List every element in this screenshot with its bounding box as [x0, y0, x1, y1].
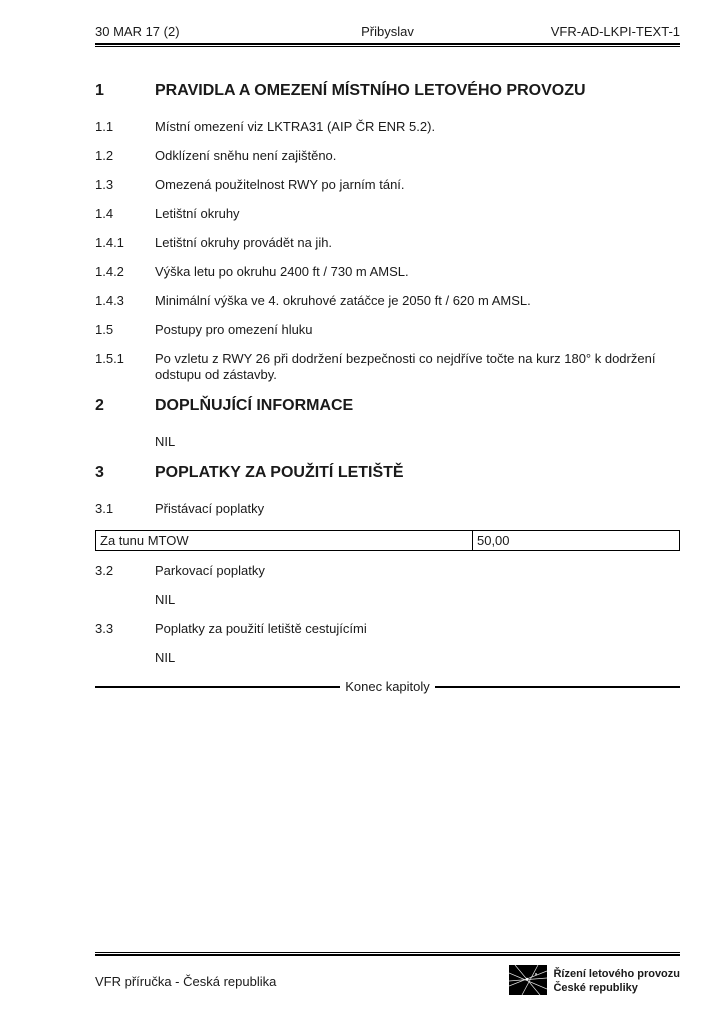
item-number: 1.5.1 [95, 351, 124, 366]
item-number: 1.5 [95, 322, 114, 337]
item-text: Odklízení sněhu není zajištěno. [155, 148, 337, 163]
item-number [95, 592, 155, 608]
section-title: PRAVIDLA A OMEZENÍ MÍSTNÍHO LETOVÉHO PROVOZU [155, 82, 586, 99]
doc-item-1-4 [95, 206, 680, 222]
item-text: Přistávací poplatky [155, 501, 265, 516]
header-location: Přibyslav [361, 24, 414, 39]
doc-item-1-3 [95, 177, 680, 193]
nil-text: NIL [155, 592, 176, 607]
ans-logo [509, 965, 680, 998]
logo-text [553, 967, 680, 995]
footer-rule [95, 952, 680, 956]
item-number: 1.1 [95, 119, 114, 134]
nil-row-3-2 [95, 592, 680, 608]
section-title: DOPLŇUJÍCÍ INFORMACE [155, 397, 354, 414]
doc-item-1-4-3 [95, 293, 680, 309]
chapter-end-divider [95, 679, 680, 695]
item-number: 3.2 [95, 563, 114, 578]
item-number: 1.4.3 [95, 293, 124, 308]
footer-title: VFR příručka - Česká republika [95, 973, 277, 989]
divider-line-right [435, 686, 680, 688]
table-row [96, 531, 680, 551]
doc-item-1-2 [95, 148, 680, 164]
item-number: 1.4.2 [95, 264, 124, 279]
item-number: 1.4.1 [95, 235, 124, 250]
doc-item-3-3 [95, 621, 680, 637]
fee-value-cell: 50,00 [472, 531, 679, 551]
page-header [95, 24, 680, 40]
nil-text: NIL [155, 434, 176, 449]
doc-item-1-4-2 [95, 264, 680, 280]
item-text: Místní omezení viz LKTRA31 (AIP ČR ENR 5.2). [155, 119, 436, 134]
page-footer [95, 962, 680, 1000]
item-number [95, 650, 155, 666]
item-text: Letištní okruhy provádět na jih. [155, 235, 333, 250]
header-rule [95, 43, 680, 47]
chapter-end-label: Konec kapitoly [345, 679, 430, 694]
ans-cr-logo-icon [509, 965, 547, 998]
item-number: 1.4 [95, 206, 114, 221]
nil-row-2 [95, 434, 680, 450]
section-number: 2 [95, 397, 104, 414]
doc-item-1-5-1 [95, 351, 680, 383]
nil-row-3-3 [95, 650, 680, 666]
section-heading-1 [95, 82, 680, 100]
fee-label-cell: Za tunu MTOW [96, 531, 473, 551]
item-text: Omezená použitelnost RWY po jarním tání. [155, 177, 405, 192]
doc-item-1-4-1 [95, 235, 680, 251]
item-text: Minimální výška ve 4. okruhové zatáčce je 2050 ft / 620 m AMSL. [155, 293, 531, 308]
logo-line1: Řízení letového provozu [553, 968, 680, 980]
doc-item-3-2 [95, 563, 680, 579]
section-heading-2 [95, 397, 680, 415]
header-date: 30 MAR 17 (2) [95, 24, 180, 39]
page-content [95, 24, 680, 695]
section-title: POPLATKY ZA POUŽITÍ LETIŠTĚ [155, 464, 404, 481]
section-heading-3 [95, 464, 680, 482]
doc-item-1-5 [95, 322, 680, 338]
item-text: Výška letu po okruhu 2400 ft / 730 m AMSL. [155, 264, 409, 279]
item-text: Poplatky za použití letiště cestujícími [155, 621, 367, 636]
fees-table [95, 530, 680, 551]
item-text: Postupy pro omezení hluku [155, 322, 313, 337]
header-doc-ref: VFR-AD-LKPI-TEXT-1 [550, 24, 680, 39]
item-text: Letištní okruhy [155, 206, 240, 221]
item-number [95, 434, 155, 450]
item-text: Parkovací poplatky [155, 563, 265, 578]
doc-item-1-1 [95, 119, 680, 135]
item-number: 3.1 [95, 501, 114, 516]
logo-line2: České republiky [553, 982, 638, 994]
doc-item-3-1 [95, 501, 680, 517]
item-number: 3.3 [95, 621, 114, 636]
section-number: 1 [95, 82, 104, 99]
nil-text: NIL [155, 650, 176, 665]
divider-line-left [95, 686, 340, 688]
item-number: 1.3 [95, 177, 114, 192]
section-number: 3 [95, 464, 104, 481]
item-number: 1.2 [95, 148, 114, 163]
item-text: Po vzletu z RWY 26 při dodržení bezpečnosti co nejdříve točte na kurz 180° k dodržení odstupu od zástavby. [155, 351, 656, 382]
